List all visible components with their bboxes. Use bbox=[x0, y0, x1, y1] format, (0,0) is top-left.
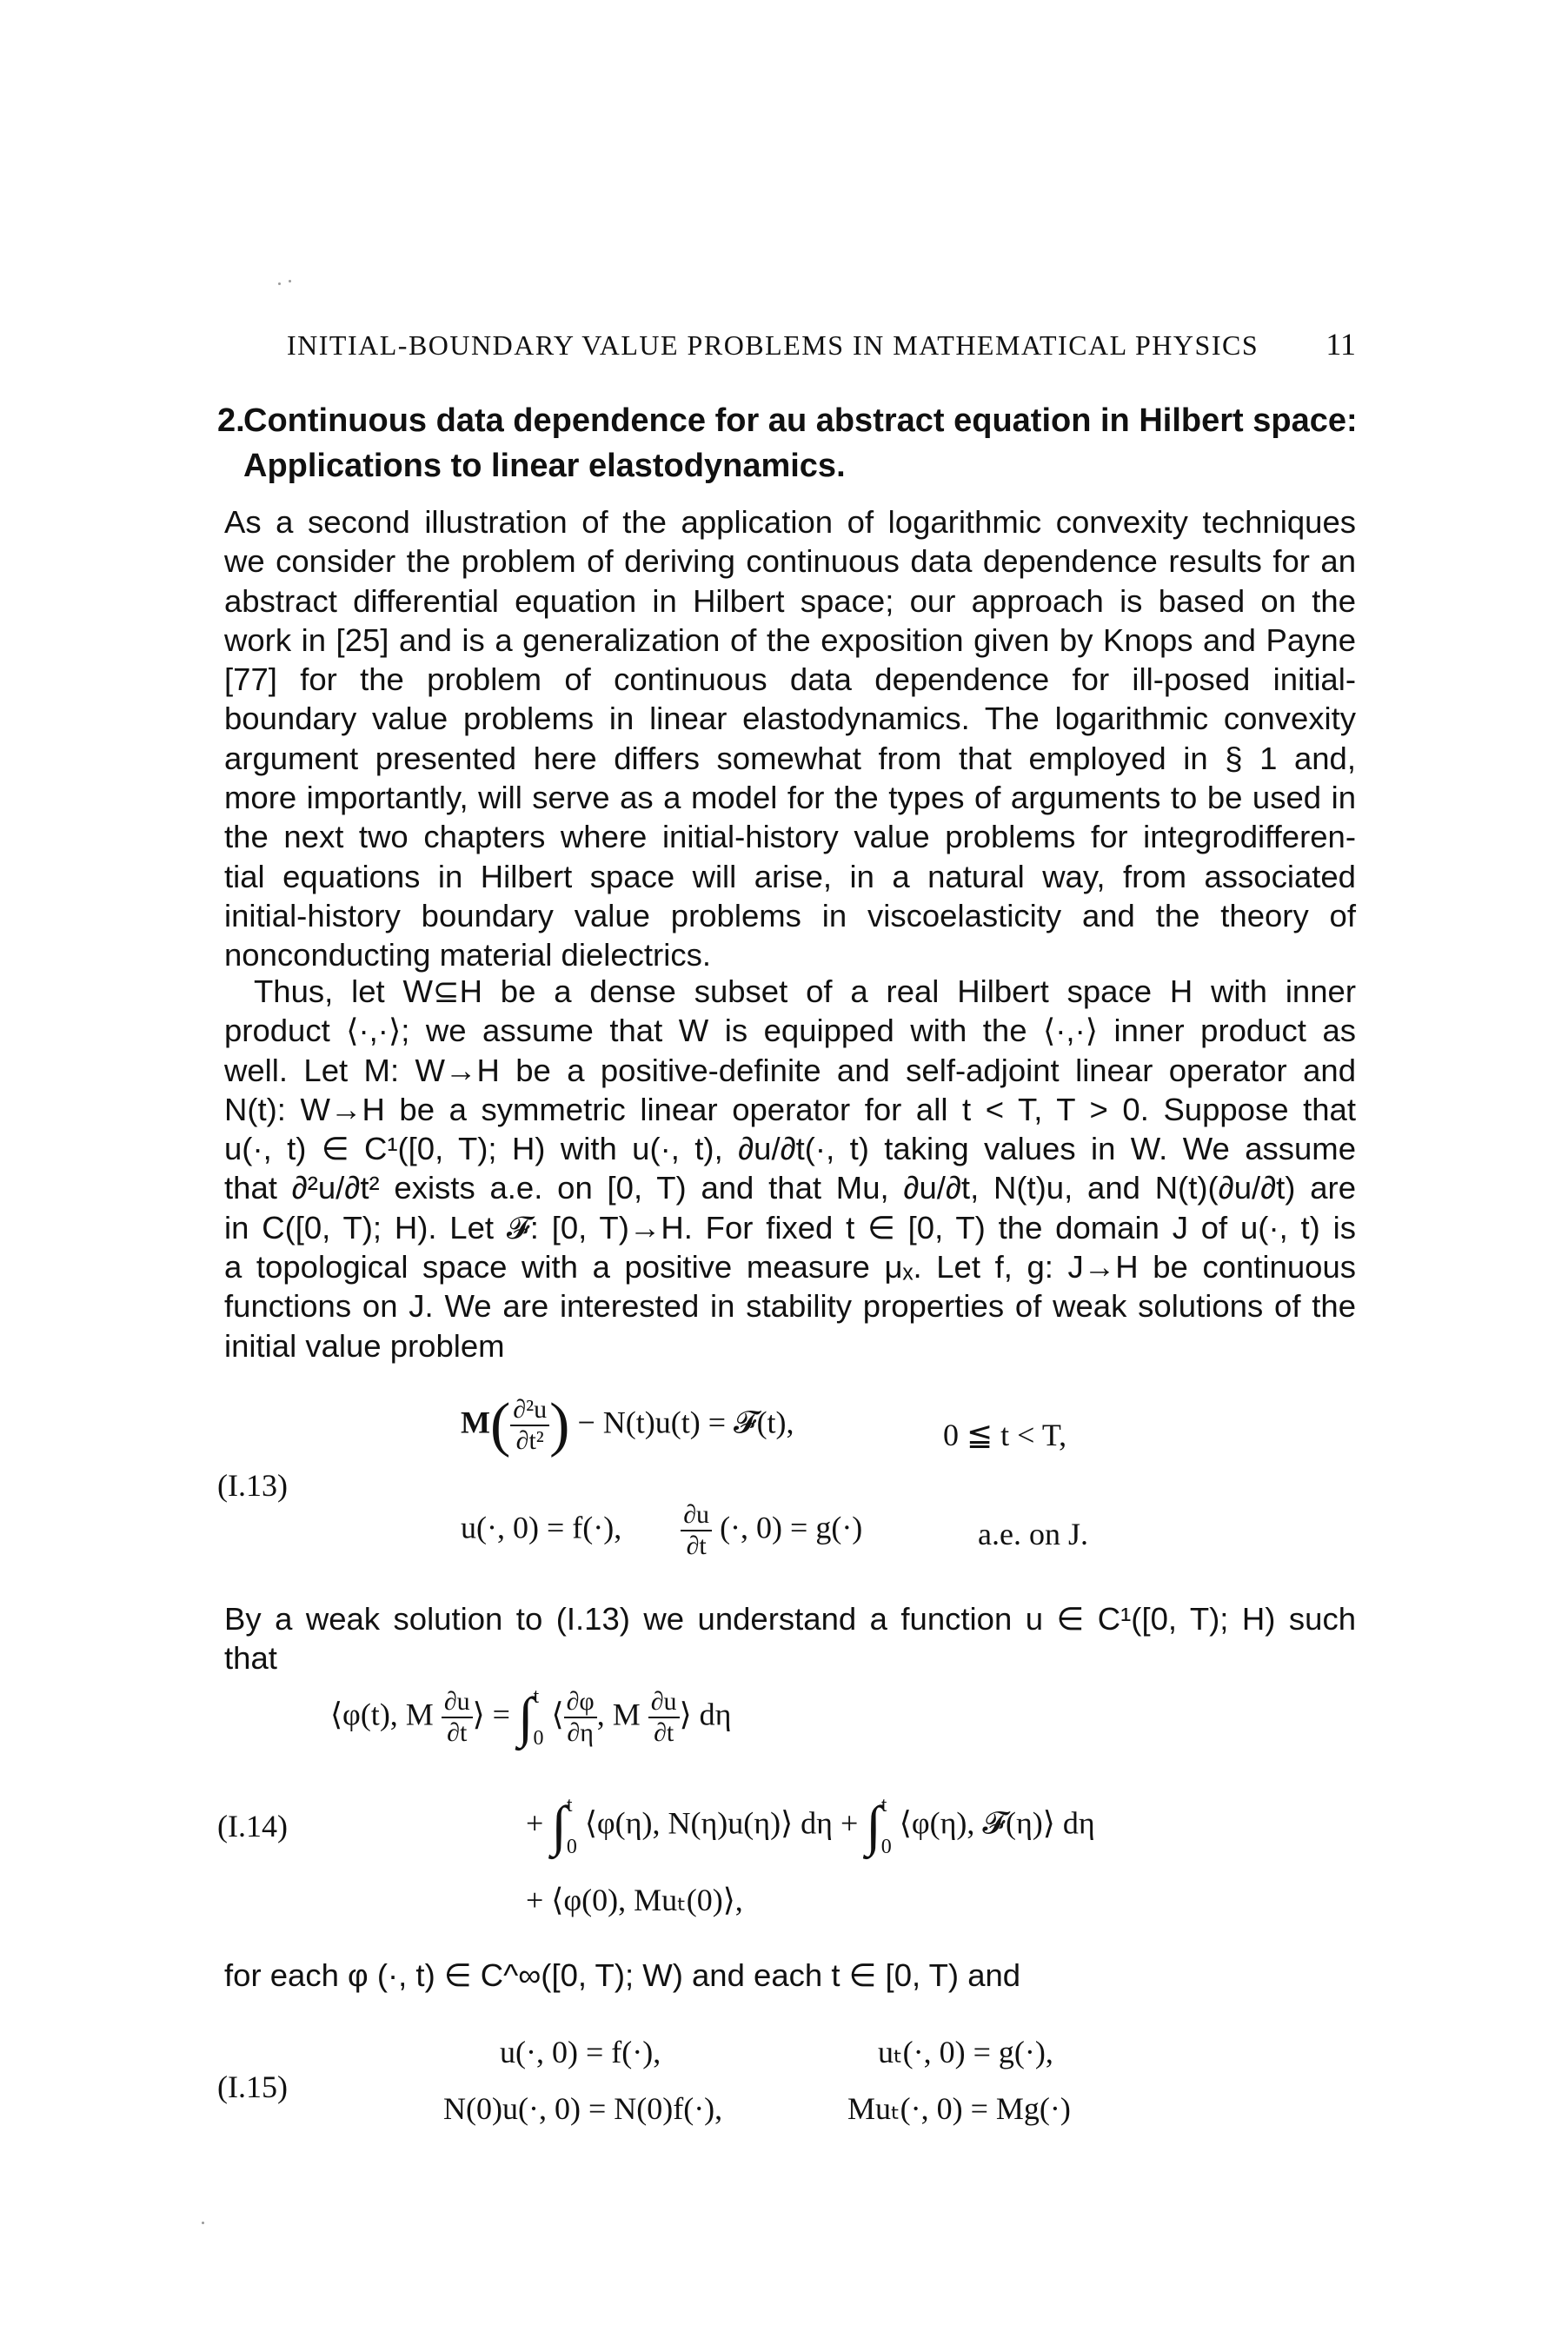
paragraph-2 bbox=[224, 972, 1356, 1365]
fraction-numerator: ∂u bbox=[442, 1687, 473, 1718]
paragraph-1 bbox=[224, 502, 1356, 975]
text-line: the next two chapters where initial-history value problems for integrodifferen- bbox=[224, 819, 1356, 855]
paragraph-4 bbox=[224, 1956, 1356, 1995]
scan-speck bbox=[202, 2222, 204, 2224]
text-line: abstract differential equation in Hilbert space; our approach is based on the bbox=[224, 582, 1356, 619]
scan-speck bbox=[278, 282, 281, 285]
lhs-close: ⟩ = bbox=[472, 1697, 510, 1732]
equation-label-I15: (I.15) bbox=[217, 2069, 288, 2104]
text-line: work in [25] and is a generalization of the exposition given by Knops and Payne bbox=[224, 621, 1356, 658]
running-title: INITIAL-BOUNDARY VALUE PROBLEMS IN MATHEMATICAL PHYSICS bbox=[287, 329, 1259, 361]
text-line: we consider the problem of deriving continuous data dependence results for an bbox=[224, 543, 1356, 580]
equation-I13-condition2: a.e. on J. bbox=[978, 1517, 1088, 1551]
equation-I13-line1 bbox=[461, 1391, 794, 1460]
operator-M: M bbox=[461, 1405, 490, 1440]
fraction-numerator: ∂u bbox=[681, 1500, 712, 1531]
scan-speck bbox=[289, 280, 291, 282]
integrand-F: ⟨φ(η), 𝓕(η)⟩ dη bbox=[899, 1805, 1095, 1841]
equation-I15-line2b: Muₜ(·, 0) = Mg(·) bbox=[847, 2091, 1071, 2126]
equation-I13-condition: 0 ≦ t < T, bbox=[943, 1418, 1067, 1452]
text-line: [77] for the problem of continuous data dependence for ill-posed initial- bbox=[224, 661, 1356, 698]
integral-upper: t bbox=[566, 1794, 573, 1817]
text-line: product ⟨·,·⟩; we assume that W is equipped with the ⟨·,·⟩ inner product as bbox=[224, 1013, 1356, 1049]
equation-I14-line1 bbox=[330, 1682, 731, 1753]
fraction-numerator: ∂²u bbox=[510, 1395, 549, 1426]
integral-upper: t bbox=[880, 1794, 887, 1817]
section-title-line2: Applications to linear elastodynamics. bbox=[243, 448, 846, 484]
text-line: initial value problem bbox=[224, 1327, 505, 1364]
integral-limits bbox=[881, 1790, 892, 1862]
fraction bbox=[442, 1687, 473, 1748]
text-line: for each φ (·, t) ∈ C^∞([0, T); W) and each t ∈ [0, T) and bbox=[224, 1957, 1021, 1993]
equation-I14-line2 bbox=[526, 1790, 1095, 1862]
section-heading bbox=[217, 398, 1365, 488]
text-line: u(·, t) ∈ C¹([0, T); H) with u(·, t), ∂u/∂t(·, t) taking values in W. We assume bbox=[224, 1131, 1356, 1167]
section-number: 2. bbox=[217, 402, 245, 439]
equation-I15-line1b: uₜ(·, 0) = g(·), bbox=[878, 2035, 1053, 2069]
text-line: more importantly, will serve as a model for the types of arguments to be used in bbox=[224, 780, 1356, 816]
fraction-denominator: ∂t bbox=[686, 1531, 707, 1560]
equation-label-I14: (I.14) bbox=[217, 1809, 288, 1843]
text-line: a topological space with a positive measure μₓ. Let f, g: J→H be continuous bbox=[224, 1249, 1356, 1285]
integral-lower: 0 bbox=[533, 1727, 544, 1750]
text-line: argument presented here differs somewhat from that employed in § 1 and, bbox=[224, 740, 1356, 776]
plus-sign: + bbox=[526, 1805, 544, 1841]
integral-sign: ∫ bbox=[518, 1686, 534, 1748]
text-line: nonconducting material dielectrics. bbox=[224, 937, 711, 973]
integral-sign: ∫ bbox=[866, 1795, 881, 1857]
page-number: 11 bbox=[1325, 327, 1356, 362]
fraction bbox=[564, 1687, 597, 1748]
equation-rest: − N(t)u(t) = 𝓕(t), bbox=[577, 1405, 794, 1440]
text-line: that ∂²u/∂t² exists a.e. on [0, T) and that Mu, ∂u/∂t, N(t)u, and N(t)(∂u/∂t) are bbox=[224, 1170, 1356, 1206]
equation-I15-line1a: u(·, 0) = f(·), bbox=[500, 2035, 661, 2069]
running-header bbox=[287, 326, 1356, 362]
integral-lower: 0 bbox=[880, 1836, 892, 1858]
text-line: boundary value problems in linear elastodynamics. The logarithmic convexity bbox=[224, 701, 1356, 737]
integral-limits bbox=[567, 1790, 577, 1862]
initial-condition-ut: (·, 0) = g(·) bbox=[720, 1510, 863, 1545]
text-line: in C([0, T); H). Let 𝓕: [0, T)→H. For fixed t ∈ [0, T) the domain J of u(·, t) is bbox=[224, 1209, 1356, 1246]
integrand-N: ⟨φ(η), N(η)u(η)⟩ dη + bbox=[584, 1805, 859, 1841]
section-title-line1: Continuous data dependence for au abstract equation in Hilbert space: bbox=[243, 402, 1358, 439]
fraction-numerator: ∂u bbox=[648, 1687, 680, 1718]
bracket-open: ⟨ bbox=[551, 1697, 564, 1732]
equation-I13-line2 bbox=[461, 1500, 862, 1561]
equation-label-I13: (I.13) bbox=[217, 1468, 288, 1503]
text-line: As a second illustration of the application of logarithmic convexity techniques bbox=[224, 504, 1356, 540]
integral-sign: ∫ bbox=[551, 1795, 567, 1857]
paren-open: ( bbox=[489, 1392, 511, 1458]
fraction bbox=[510, 1395, 549, 1456]
integral-limits bbox=[534, 1682, 544, 1753]
text-line: initial-history boundary value problems in viscoelasticity and the theory of bbox=[224, 897, 1356, 933]
fraction bbox=[648, 1687, 680, 1748]
integral-upper: t bbox=[533, 1685, 540, 1708]
text-line: By a weak solution to (I.13) we understand a function u ∈ C¹([0, T); H) such bbox=[224, 1601, 1356, 1637]
fraction-numerator: ∂φ bbox=[564, 1687, 597, 1718]
text-line: tial equations in Hilbert space will arise, in a natural way, from associated bbox=[224, 858, 1356, 894]
text-line: that bbox=[224, 1640, 277, 1677]
integrand-mid: , M bbox=[596, 1697, 641, 1732]
equation-I14-line3: + ⟨φ(0), Muₜ(0)⟩, bbox=[526, 1883, 743, 1917]
fraction-denominator: ∂t² bbox=[515, 1426, 544, 1455]
text-line: well. Let M: W→H be a positive-definite and self-adjoint linear operator and bbox=[224, 1052, 1356, 1088]
text-line: Thus, let W⊆H be a dense subset of a real Hilbert space H with inner bbox=[254, 973, 1356, 1009]
fraction-denominator: ∂t bbox=[447, 1718, 468, 1747]
initial-condition-u: u(·, 0) = f(·), bbox=[461, 1510, 622, 1545]
text-line: N(t): W→H be a symmetric linear operator for all t < T, T > 0. Suppose that bbox=[224, 1091, 1356, 1127]
integral-lower: 0 bbox=[566, 1836, 577, 1858]
fraction-denominator: ∂η bbox=[567, 1718, 594, 1747]
equation-I15-line2a: N(0)u(·, 0) = N(0)f(·), bbox=[443, 2091, 723, 2126]
fraction-denominator: ∂t bbox=[654, 1718, 674, 1747]
text-line: functions on J. We are interested in stability properties of weak solutions of the bbox=[224, 1288, 1356, 1325]
paren-close: ) bbox=[549, 1392, 570, 1458]
bracket-close: ⟩ dη bbox=[679, 1697, 732, 1732]
paragraph-3 bbox=[224, 1599, 1356, 1678]
fraction bbox=[681, 1500, 712, 1561]
lhs-open: ⟨φ(t), M bbox=[330, 1697, 434, 1732]
